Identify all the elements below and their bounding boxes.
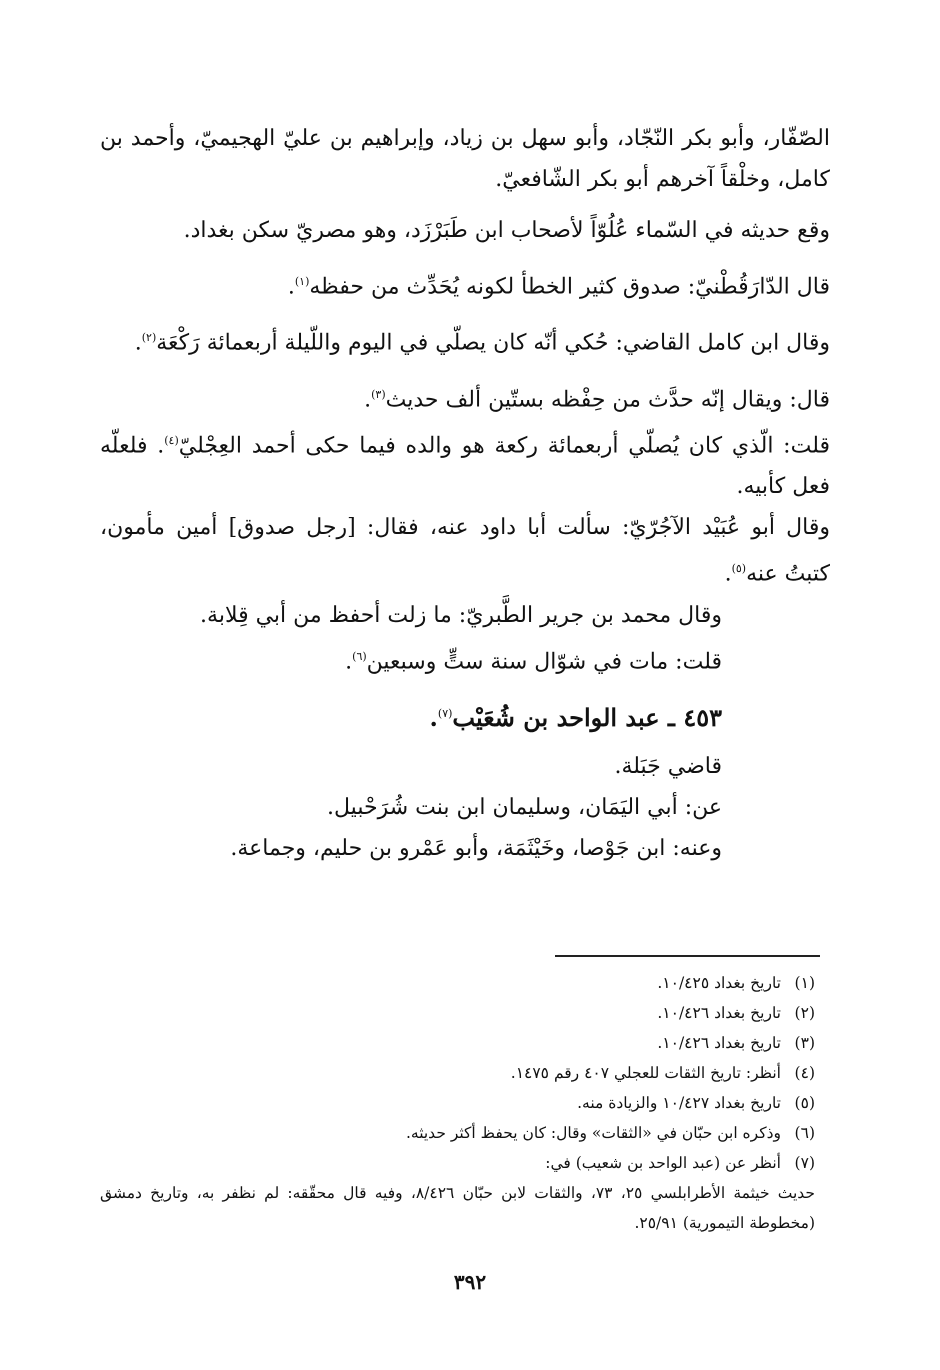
paragraph-qala: قال: ويقال إنّه حدَّث من حِفْظه بستّين ألف حديث$^{(٣)}$. bbox=[364, 386, 830, 412]
page-number: ٣٩٢ bbox=[453, 1270, 487, 1294]
footnote-ref-3[interactable]: (٣) bbox=[371, 387, 386, 401]
entry-heading: ٤٥٣ ـ عبد الواحد بن شُعَيْب$^{(٧)}$. bbox=[429, 702, 722, 732]
footnote-ref-2[interactable]: (٢) bbox=[141, 331, 157, 345]
paragraph-ajurri: وقال أبو عُبَيْد الآجُرّيّ: سألت أبا داود عنه، فقال: [رجل صدوق] أمين مأمون، كتبتُ عنه$^{(٥)}$. bbox=[100, 515, 830, 587]
footnote-ref-1[interactable]: (١) bbox=[294, 275, 310, 288]
paragraph-death: قلت: مات في شوّال سنة ستٍّ وسبعين$^{(٦)}$. bbox=[345, 648, 722, 674]
footnote-5: (٥) تاريخ بغداد ١٠/٤٢٧ والزيادة منه. bbox=[577, 1094, 815, 1112]
paragraph-daraqutni: قال الدّارَقُطْنيّ: صدوق كثير الخطأ لكونه يُحَدِّث من حفظه$^{(١)}$. bbox=[287, 274, 830, 300]
footnote-ref-7[interactable]: (٧) bbox=[437, 706, 453, 720]
entry-line-from: عن: أبي اليَمَان، وسليمان ابن بنت شُرَحْبيل. bbox=[327, 794, 722, 820]
footnote-3: (٣) تاريخ بغداد ١٠/٤٢٦. bbox=[657, 1034, 815, 1052]
footnote-6: (٦) وذكره ابن حبّان في «الثقات» وقال: كان يحفظ أكثر حديثه. bbox=[405, 1124, 815, 1142]
footnote-2: (٢) تاريخ بغداد ١٠/٤٢٦. bbox=[657, 1004, 815, 1022]
footnote-divider bbox=[555, 955, 820, 957]
paragraph-teachers: الصّفّار، وأبو بكر النّجّاد، وأبو سهل بن زياد، وإبراهيم بن عليّ الهجيميّ، وأحمد بن كامل، وخلْقاً آخرهم أبو بكر الشّافعيّ. bbox=[100, 126, 830, 192]
main-text bbox=[100, 118, 830, 869]
footnote-7: (٧) أنظر عن (عبد الواحد بن شعيب) في: bbox=[545, 1154, 815, 1172]
footnote-1: (١) تاريخ بغداد ١٠/٤٢٥. bbox=[657, 974, 815, 992]
footnote-ref-6[interactable]: (٦) bbox=[352, 649, 367, 663]
entry-line-students: وعنه: ابن جَوْصا، وخَيْثَمَة، وأبو عَمْرو بن حليم، وجماعة. bbox=[230, 835, 722, 861]
entry-line-office: قاضي جَبَلة. bbox=[614, 753, 722, 779]
paragraph-ibn-kamil: وقال ابن كامل القاضي: حُكي أنّه كان يصلّي في اليوم واللّيلة أربعمائة رَكْعَة$^{(٢)}$. bbox=[134, 330, 830, 356]
footnote-ref-5[interactable]: (٥) bbox=[731, 562, 747, 576]
paragraph-hadith: وقع حديثه في السّماء عُلُوّاً لأصحاب ابن طَبَرْزَد، وهو مصريّ سكن بغداد. bbox=[183, 218, 830, 243]
paragraph-qultu: قلت: الّذي كان يُصلّي أربعمائة ركعة هو والده فيما حكى أحمد العِجْليّ$^{(٤)}$. فلعلّه فعل كأبيه. bbox=[100, 433, 830, 500]
footnote-7-continuation: حديث خيثمة الأطرابلسي ٢٥، ٧٣، والثقات لابن حبّان ٨/٤٢٦، وفيه قال محقّقه: لم نظفر به، وتاريخ دمشق (مخطوطة التيمورية) ٢٥/٩١. bbox=[100, 1184, 816, 1232]
footnote-4: (٤) أنظر: تاريخ الثقات للعجلي ٤٠٧ رقم ١٤٧٥. bbox=[510, 1064, 815, 1082]
paragraph-tabari: وقال محمد بن جرير الطَّبريّ: ما زلت أحفظ من أبي قِلابة. bbox=[200, 602, 722, 628]
footnote-ref-4[interactable]: (٤) bbox=[164, 433, 179, 447]
footnotes bbox=[100, 968, 815, 1238]
